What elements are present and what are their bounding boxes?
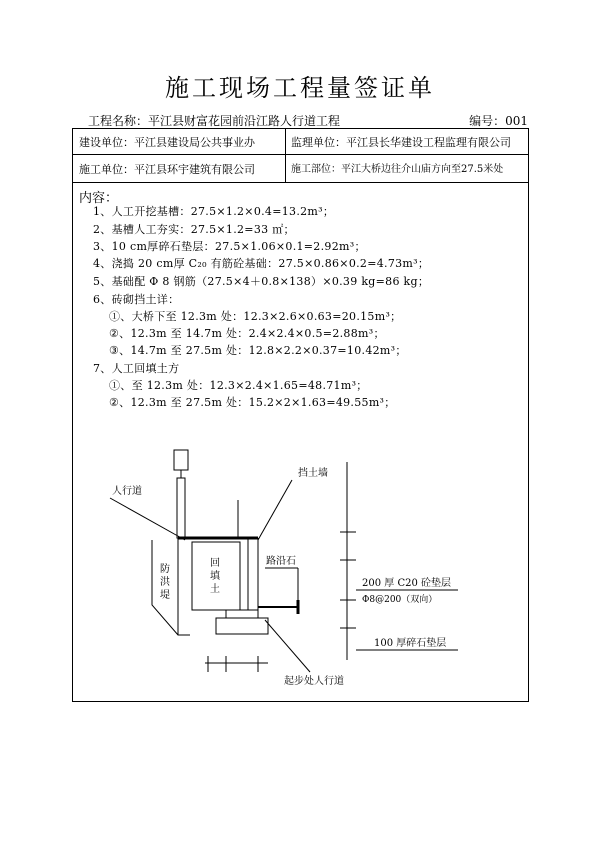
footing-lower — [216, 618, 268, 634]
item-7: 7、人工回填土方 — [93, 362, 180, 375]
label-flood-dike — [160, 563, 170, 601]
item-1: 1、人工开挖基槽：27.5×1.2×0.4=13.2m³； — [93, 205, 335, 218]
svg-text:回填土 — [210, 557, 221, 595]
content-label: 内容： — [79, 191, 119, 206]
svg-text:防洪堤 — [160, 563, 170, 601]
label-layer-c20: 200 厚 C20 砼垫层 — [362, 578, 451, 589]
item-6-2: ②、12.3m 至 14.7m 处：2.4×2.4×0.5=2.88m³； — [109, 327, 385, 340]
footing-upper — [226, 610, 258, 618]
vertical-char: 回 — [210, 558, 220, 569]
page-title: 施工现场工程量签证单 — [165, 74, 435, 102]
label-rebar: Φ8@200（双向） — [362, 595, 438, 605]
label-sidewalk: 人行道 — [112, 486, 142, 497]
label-start-sidewalk: 起步处人行道 — [284, 676, 344, 687]
post-cap — [174, 450, 188, 470]
construction-location: 施工部位：平江大桥边往介山庙方向至27.5米处 — [291, 164, 504, 175]
label-retaining-wall: 挡土墙 — [298, 468, 328, 479]
item-7-1: ①、至 12.3m 处：12.3×2.4×1.65=48.71m³； — [109, 379, 368, 392]
post-column — [177, 478, 185, 538]
vertical-char: 土 — [210, 584, 220, 595]
dike-outline — [152, 540, 190, 635]
item-6: 6、砖砌挡土详： — [93, 293, 180, 306]
vertical-char: 洪 — [160, 577, 170, 588]
leader-retaining-wall — [258, 480, 292, 540]
leader-sidewalk — [110, 498, 185, 540]
item-2: 2、基槽人工夯实：27.5×1.2=33 ㎡； — [93, 223, 295, 236]
label-backfill — [210, 557, 221, 595]
label-gravel: 100 厚碎石垫层 — [374, 638, 447, 649]
project-name: 工程名称：平江县财富花园前沿江路人行道工程 — [88, 114, 341, 128]
document-number: 编号：001 — [469, 114, 528, 128]
construction-unit: 施工单位：平江县环宇建筑有限公司 — [79, 163, 255, 176]
item-3: 3、10 cm厚碎石垫层：27.5×1.06×0.1=2.92m³； — [93, 240, 366, 253]
supervisor-unit: 监理单位：平江县长华建设工程监理有限公司 — [291, 136, 511, 149]
vertical-char: 堤 — [160, 590, 170, 601]
build-unit: 建设单位：平江县建设局公共事业办 — [79, 136, 255, 149]
label-curb: 路沿石 — [266, 556, 296, 567]
vertical-char: 填 — [210, 571, 220, 582]
leader-start-sidewalk — [265, 620, 310, 672]
item-4: 4、浇捣 20 cm厚 C₂₀ 有筋砼基础：27.5×0.86×0.2=4.73m³； — [93, 257, 430, 270]
item-6-3: ③、14.7m 至 27.5m 处：12.8×2.2×0.37=10.42m³； — [109, 344, 407, 357]
item-7-2: ②、12.3m 至 27.5m 处：15.2×2×1.63=49.55m³； — [109, 396, 396, 409]
item-6-1: ①、大桥下至 12.3m 处：12.3×2.6×0.63=20.15m³； — [109, 310, 402, 323]
vertical-char: 防 — [160, 564, 170, 575]
item-5: 5、基础配 Φ 8 钢筋（27.5×4＋0.8×138）×0.39 kg=86 kg； — [93, 275, 430, 288]
